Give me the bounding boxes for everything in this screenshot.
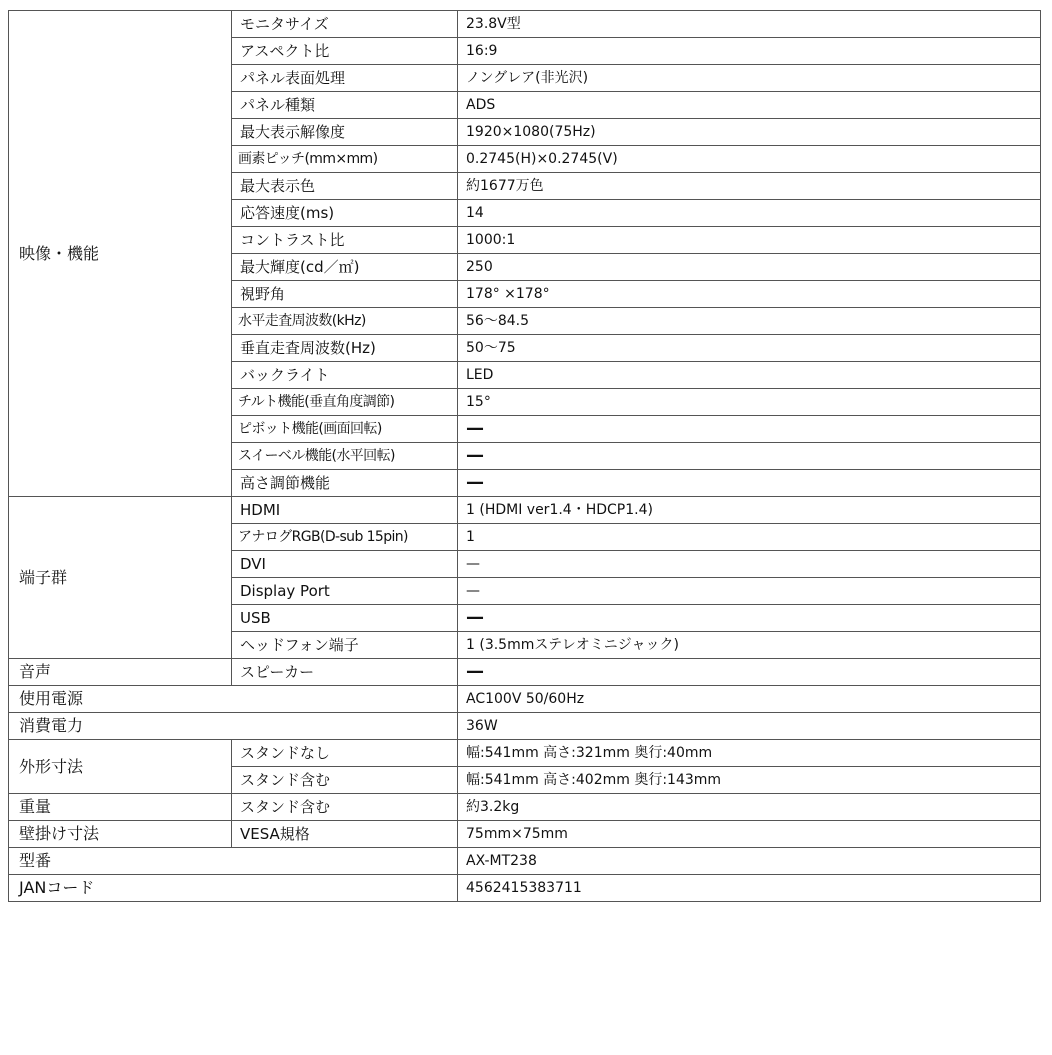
spec-name: 垂直走査周波数(Hz) [232, 335, 458, 362]
table-row [9, 713, 1041, 740]
spec-value: 約3.2kg [458, 794, 1041, 821]
spec-name: スタンドなし [232, 740, 458, 767]
spec-table [8, 10, 1041, 902]
spec-value: AC100V 50/60Hz [458, 686, 1041, 713]
spec-value: 56～84.5 [458, 308, 1041, 335]
spec-name: 水平走査周波数(kHz) [232, 308, 458, 335]
table-row [9, 497, 1041, 524]
spec-value: 50～75 [458, 335, 1041, 362]
spec-value: — [458, 578, 1041, 605]
spec-value: LED [458, 362, 1041, 389]
spec-value: ノングレア(非光沢) [458, 65, 1041, 92]
table-row [9, 11, 1041, 38]
table-row [9, 659, 1041, 686]
section-label-video: 映像・機能 [9, 11, 232, 497]
spec-name: 最大表示色 [232, 173, 458, 200]
spec-value: — [458, 659, 1041, 686]
spec-value: ADS [458, 92, 1041, 119]
spec-name: VESA規格 [232, 821, 458, 848]
spec-name: バックライト [232, 362, 458, 389]
spec-name: Display Port [232, 578, 458, 605]
spec-value: 75mm×75mm [458, 821, 1041, 848]
spec-value: 0.2745(H)×0.2745(V) [458, 146, 1041, 173]
spec-name: パネル種類 [232, 92, 458, 119]
spec-name: チルト機能(垂直角度調節) [232, 389, 458, 416]
spec-name: アスペクト比 [232, 38, 458, 65]
spec-value: — [458, 443, 1041, 470]
spec-name: HDMI [232, 497, 458, 524]
spec-value: 15° [458, 389, 1041, 416]
spec-value: — [458, 416, 1041, 443]
spec-value: 1 [458, 524, 1041, 551]
spec-value: 1000:1 [458, 227, 1041, 254]
spec-name: コントラスト比 [232, 227, 458, 254]
spec-name: アナログRGB(D-sub 15pin) [232, 524, 458, 551]
spec-name: スイーベル機能(水平回転) [232, 443, 458, 470]
spec-value: 1920×1080(75Hz) [458, 119, 1041, 146]
spec-name: ヘッドフォン端子 [232, 632, 458, 659]
spec-value: 178° ×178° [458, 281, 1041, 308]
section-label-power-source: 使用電源 [9, 686, 458, 713]
table-row [9, 794, 1041, 821]
spec-value: 250 [458, 254, 1041, 281]
spec-value: 1 (HDMI ver1.4・HDCP1.4) [458, 497, 1041, 524]
spec-value: AX-MT238 [458, 848, 1041, 875]
spec-name: 視野角 [232, 281, 458, 308]
table-row [9, 875, 1041, 902]
table-row [9, 821, 1041, 848]
spec-value: — [458, 470, 1041, 497]
spec-value: 約1677万色 [458, 173, 1041, 200]
section-label-audio: 音声 [9, 659, 232, 686]
spec-name: USB [232, 605, 458, 632]
spec-value: 16:9 [458, 38, 1041, 65]
spec-name: スタンド含む [232, 767, 458, 794]
spec-name: DVI [232, 551, 458, 578]
spec-name: スタンド含む [232, 794, 458, 821]
section-label-jan: JANコード [9, 875, 458, 902]
spec-name: モニタサイズ [232, 11, 458, 38]
section-label-dimensions: 外形寸法 [9, 740, 232, 794]
spec-name: 応答速度(ms) [232, 200, 458, 227]
table-row [9, 848, 1041, 875]
section-label-terminals: 端子群 [9, 497, 232, 659]
table-row [9, 686, 1041, 713]
spec-name: スピーカー [232, 659, 458, 686]
spec-value: 23.8V型 [458, 11, 1041, 38]
section-label-power-consumption: 消費電力 [9, 713, 458, 740]
spec-name: 画素ピッチ(mm×mm) [232, 146, 458, 173]
spec-value: — [458, 605, 1041, 632]
spec-name: パネル表面処理 [232, 65, 458, 92]
spec-value: 1 (3.5mmステレオミニジャック) [458, 632, 1041, 659]
spec-name: 最大輝度(cd／㎡) [232, 254, 458, 281]
spec-value: 14 [458, 200, 1041, 227]
spec-name: ピボット機能(画面回転) [232, 416, 458, 443]
spec-value: 幅:541mm 高さ:402mm 奥行:143mm [458, 767, 1041, 794]
spec-name: 高さ調節機能 [232, 470, 458, 497]
spec-value: — [458, 551, 1041, 578]
table-row [9, 740, 1041, 767]
spec-name: 最大表示解像度 [232, 119, 458, 146]
section-label-weight: 重量 [9, 794, 232, 821]
section-label-wall-mount: 壁掛け寸法 [9, 821, 232, 848]
spec-value: 36W [458, 713, 1041, 740]
spec-value: 4562415383711 [458, 875, 1041, 902]
section-label-model: 型番 [9, 848, 458, 875]
spec-value: 幅:541mm 高さ:321mm 奥行:40mm [458, 740, 1041, 767]
